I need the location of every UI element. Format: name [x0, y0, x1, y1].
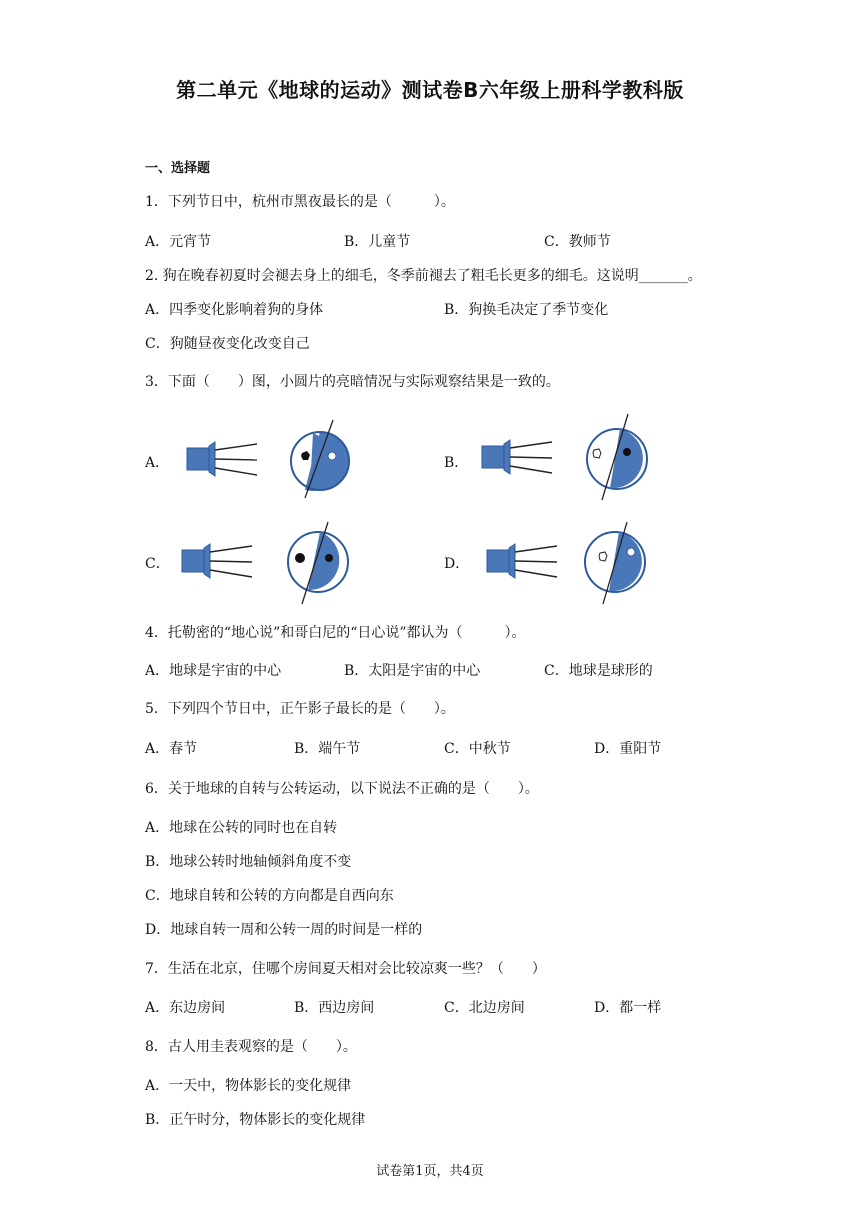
question-7: 7．生活在北京，住哪个房间夏天相对会比较凉爽一些？（ ）: [145, 961, 546, 977]
q4-option-a: A．地球是宇宙的中心: [145, 663, 282, 679]
question-1: 1．下列节日中，杭州市黑夜最长的是（ ）。: [145, 194, 455, 210]
q5-option-c: C．中秋节: [444, 741, 511, 757]
q5-option-a: A．春节: [145, 741, 198, 757]
q3-figure-a-label: A．: [145, 455, 170, 471]
q3-figure-b: [480, 412, 660, 504]
q2-option-b: B．狗换毛决定了季节变化: [444, 302, 609, 318]
q2-option-c: C．狗随昼夜变化改变自己: [145, 336, 310, 352]
q3-figure-b-label: B．: [444, 455, 469, 471]
page-footer: 试卷第1页，共4页: [376, 1164, 484, 1179]
flashlight-icon: [482, 440, 552, 474]
moon-disc-icon: [288, 522, 348, 604]
q3-figure-c: [180, 522, 360, 612]
moon-disc-icon: [291, 420, 349, 498]
q3-figure-d-label: D．: [444, 556, 470, 572]
question-3: 3．下面（ ）图，小圆片的亮暗情况与实际观察结果是一致的。: [145, 374, 560, 390]
q6-option-c: C．地球自转和公转的方向都是自西向东: [145, 888, 394, 904]
q8-option-a: A．一天中，物体影长的变化规律: [145, 1078, 352, 1094]
q6-option-b: B．地球公转时地轴倾斜角度不变: [145, 854, 352, 870]
q3-figure-a: [185, 418, 355, 508]
question-4: 4．托勒密的“地心说”和哥白尼的“日心说”都认为（ ）。: [145, 625, 526, 641]
q6-option-a: A．地球在公转的同时也在自转: [145, 820, 338, 836]
q2-option-a: A．四季变化影响着狗的身体: [145, 302, 324, 318]
q6-option-d: D．地球自转一周和公转一周的时间是一样的: [145, 922, 423, 938]
q8-option-b: B．正午时分，物体影长的变化规律: [145, 1112, 366, 1128]
moon-disc-icon: [585, 522, 645, 604]
question-8: 8．古人用圭表观察的是（ ）。: [145, 1039, 357, 1055]
q1-option-a: A．元宵节: [145, 234, 212, 250]
moon-disc-icon: [587, 414, 647, 500]
page-title: 第二单元《地球的运动》测试卷B六年级上册科学教科版: [176, 78, 684, 102]
section-heading: 一、选择题: [145, 161, 211, 176]
question-5: 5．下列四个节日中，正午影子最长的是（ ）。: [145, 701, 455, 717]
q3-figure-c-label: C．: [145, 556, 170, 572]
q4-option-c: C．地球是球形的: [544, 663, 653, 679]
flashlight-icon: [187, 442, 257, 476]
question-6: 6．关于地球的自转与公转运动，以下说法不正确的是（ ）。: [145, 781, 539, 797]
q7-option-c: C．北边房间: [444, 1000, 525, 1016]
q1-option-c: C．教师节: [544, 234, 611, 250]
flashlight-icon: [487, 544, 557, 578]
flashlight-icon: [182, 544, 252, 578]
q5-option-b: B．端午节: [294, 741, 361, 757]
q3-figure-d: [485, 520, 665, 610]
q7-option-b: B．西边房间: [294, 1000, 375, 1016]
q5-option-d: D．重阳节: [594, 741, 662, 757]
q1-option-b: B．儿童节: [344, 234, 411, 250]
question-2: 2. 狗在晚春初夏时会褪去身上的细毛，冬季前褪去了粗毛长更多的细毛。这说明_______。: [145, 268, 702, 284]
q7-option-d: D．都一样: [594, 1000, 662, 1016]
q4-option-b: B．太阳是宇宙的中心: [344, 663, 481, 679]
q7-option-a: A．东边房间: [145, 1000, 226, 1016]
